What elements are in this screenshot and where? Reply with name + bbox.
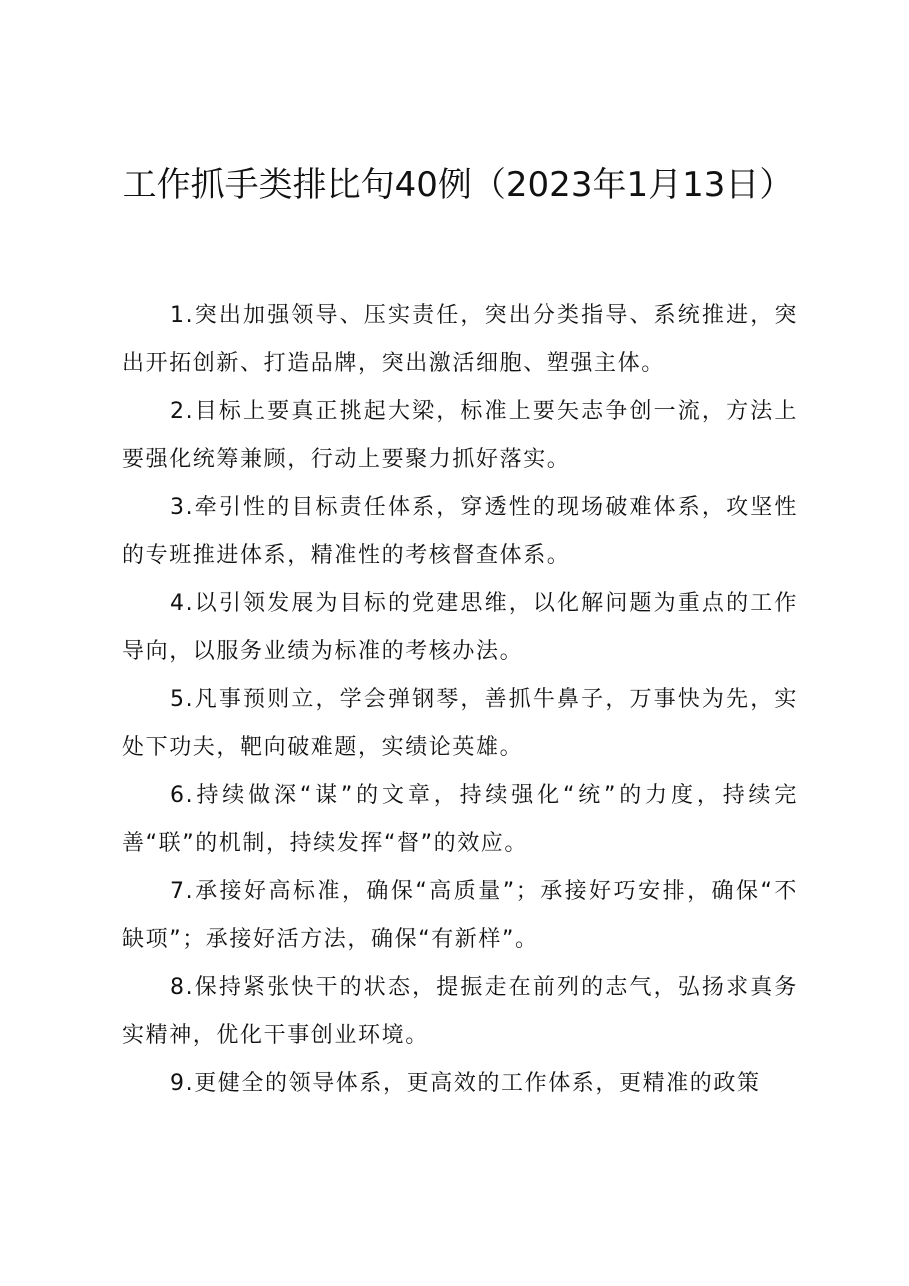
- document-body: [122, 292, 798, 1108]
- paragraph-1: 1.突出加强领导、压实责任，突出分类指导、系统推进，突出开拓创新、打造品牌，突出激活细胞、塑强主体。: [122, 303, 798, 376]
- paragraph-2: 2.目标上要真正挑起大梁，标准上要矢志争创一流，方法上要强化统筹兼顾，行动上要聚力抓好落实。: [122, 399, 798, 472]
- paragraph-4: 4.以引领发展为目标的党建思维，以化解问题为重点的工作导向，以服务业绩为标准的考核办法。: [122, 591, 798, 664]
- paragraph-5: 5.凡事预则立，学会弹钢琴，善抓牛鼻子，万事快为先，实处下功夫，靶向破难题，实绩论英雄。: [122, 687, 798, 760]
- paragraph-6: 6.持续做深“谋”的文章，持续强化“统”的力度，持续完善“联”的机制，持续发挥“督”的效应。: [122, 783, 798, 856]
- paragraph-7: 7.承接好高标准，确保“高质量”；承接好巧安排，确保“不缺项”；承接好活方法，确保“有新样”。: [122, 879, 798, 952]
- paragraph-3: 3.牵引性的目标责任体系，穿透性的现场破难体系，攻坚性的专班推进体系，精准性的考核督查体系。: [122, 495, 798, 568]
- paragraph-9: 9.更健全的领导体系，更高效的工作体系，更精准的政策: [170, 1071, 761, 1096]
- document-title: 工作抓手类排比句40例（2023年1月13日）: [122, 165, 794, 205]
- paragraph-8: 8.保持紧张快干的状态，提振走在前列的志气，弘扬求真务实精神，优化干事创业环境。: [122, 975, 798, 1048]
